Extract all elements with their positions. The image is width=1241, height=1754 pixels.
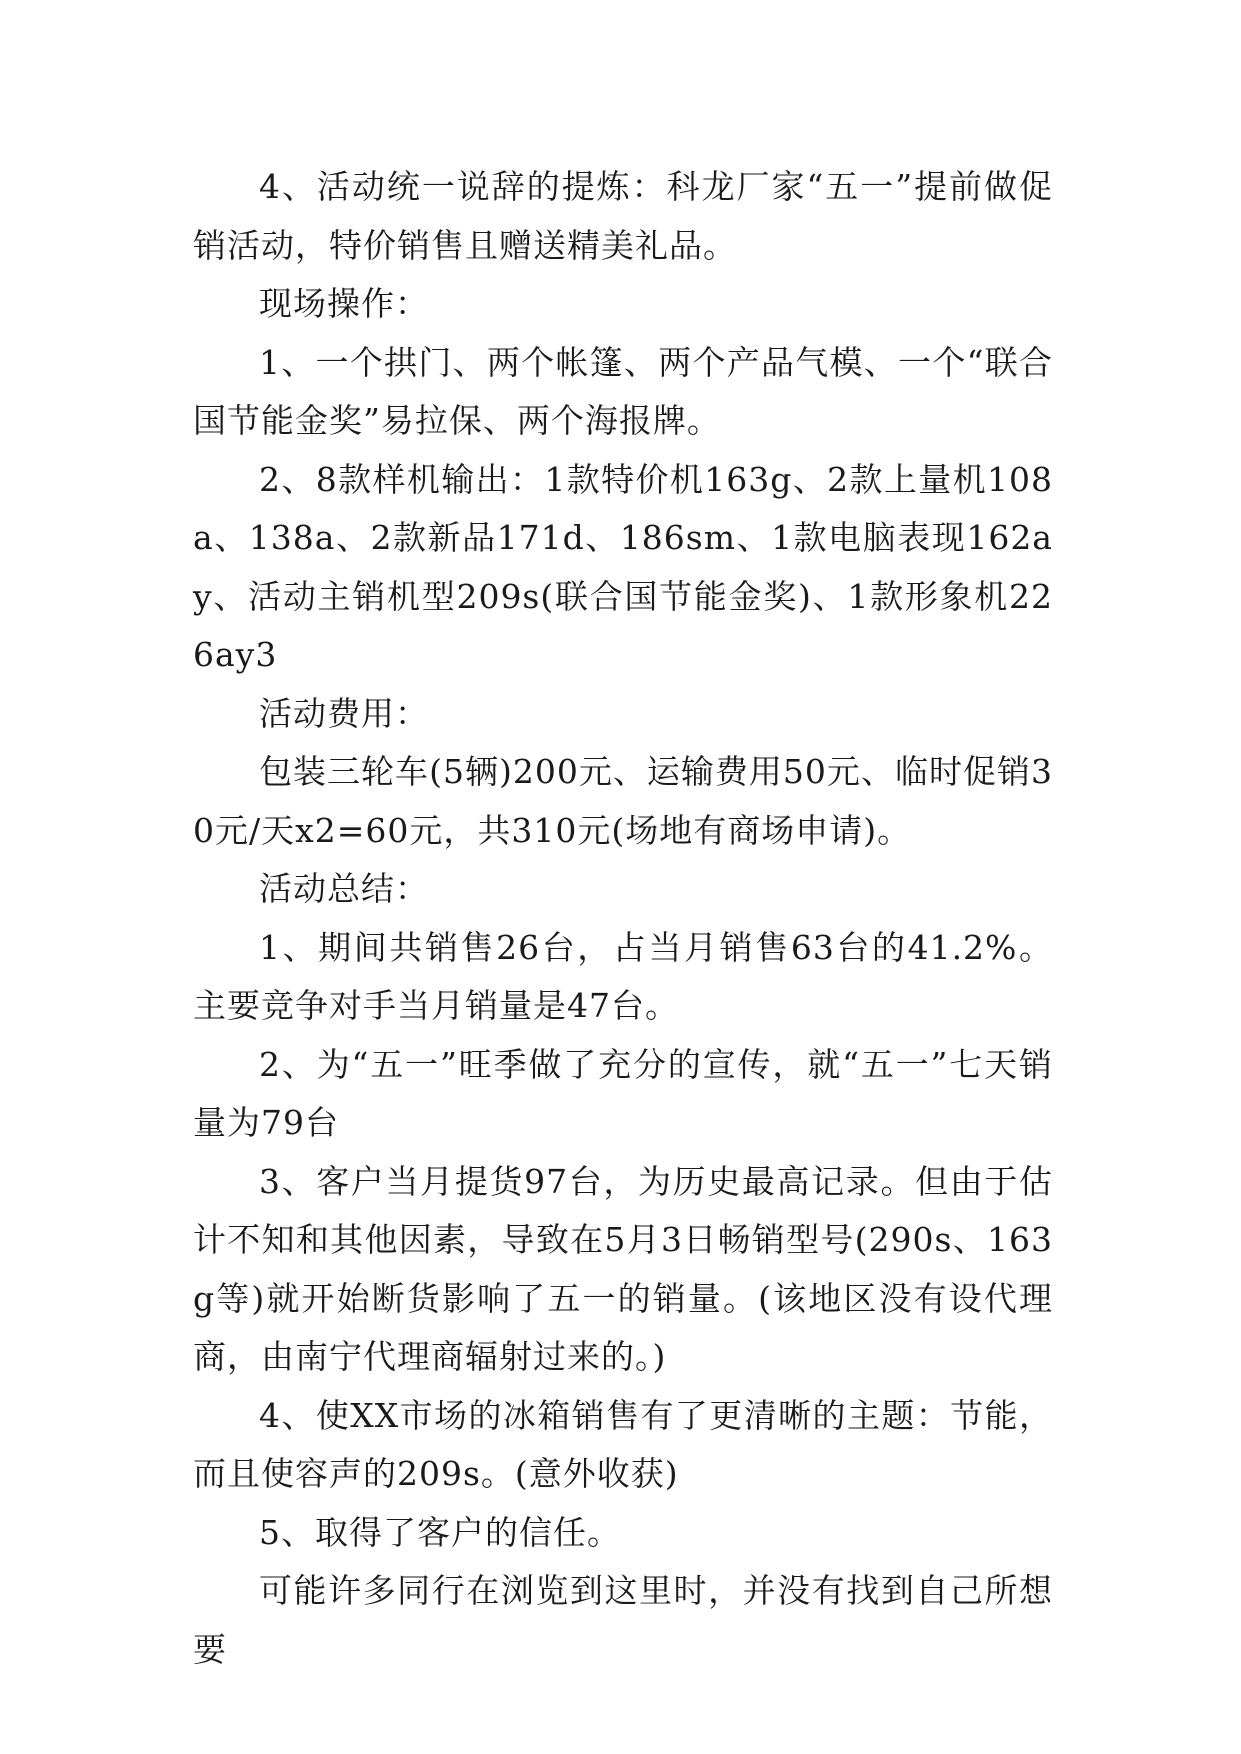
paragraph-summary-4: 4、使XX市场的冰箱销售有了更清晰的主题：节能，而且使容声的209s。(意外收获) xyxy=(193,1395,1053,1493)
paragraph-talking-points: 4、活动统一说辞的提炼：科龙厂家“五一”提前做促销活动，特价销售且赠送精美礼品。 xyxy=(193,167,1053,265)
paragraph-sample-models: 2、8款样机输出：1款特价机163g、2款上量机108a、138a、2款新品171d、186sm、1款电脑表现162ay、活动主销机型209s(联合国节能金奖)、1款形象机226ay3 xyxy=(193,459,1053,674)
paragraph-cost-details: 包装三轮车(5辆)200元、运输费用50元、临时促销30元/天x2=60元，共310元(场地有商场申请)。 xyxy=(193,752,1053,850)
paragraph-summary-5: 5、取得了客户的信任。 xyxy=(259,1512,621,1552)
heading-activity-summary: 活动总结： xyxy=(259,869,429,908)
paragraph-onsite-materials: 1、一个拱门、两个帐篷、两个产品气模、一个“联合国节能金奖”易拉保、两个海报牌。 xyxy=(193,342,1053,440)
paragraph-summary-1: 1、期间共销售26台，占当月销售63台的41.2%。主要竞争对手当月销量是47台。 xyxy=(193,927,1053,1025)
document-body xyxy=(193,158,1053,1679)
heading-activity-cost: 活动费用： xyxy=(259,693,429,733)
paragraph-summary-3: 3、客户当月提货97台，为历史最高记录。但由于估计不知和其他因素，导致在5月3日畅销型号(290s、163g等)就开始断货影响了五一的销量。(该地区没有设代理商，由南宁代理商辐射过来的。) xyxy=(193,1161,1053,1376)
paragraph-closing: 可能许多同行在浏览到这里时，并没有找到自己所想要 xyxy=(193,1571,1053,1669)
heading-onsite-operation: 现场操作： xyxy=(259,284,429,323)
paragraph-summary-2: 2、为“五一”旺季做了充分的宣传，就“五一”七天销量为79台 xyxy=(193,1044,1053,1142)
